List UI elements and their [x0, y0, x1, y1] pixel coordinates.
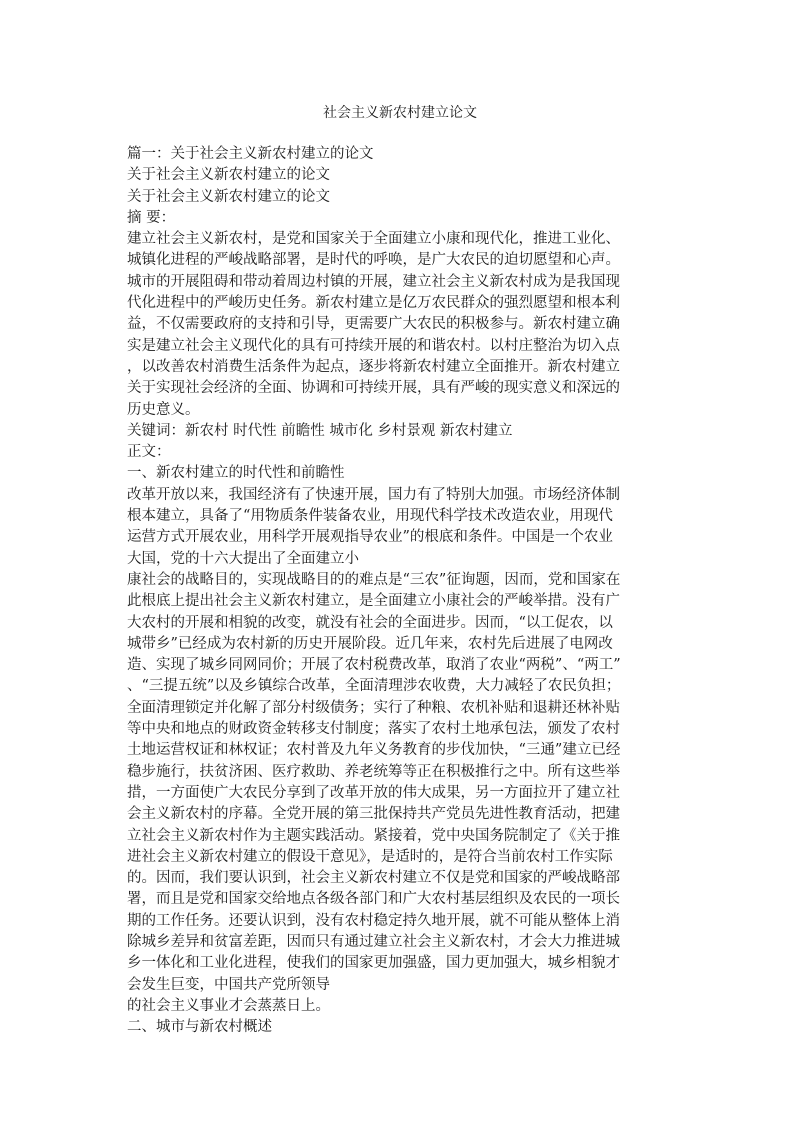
text-line: 、“三提五统”以及乡镇综合改革，全面清理涉农收费，大力减轻了农民负担；: [127, 678, 621, 695]
text-line: 措，一方面使广大农民分享到了改革开放的伟大成果，另一方面拉开了建立社: [127, 784, 620, 801]
text-line: 实是建立社会主义现代化的具有可持续开展的和谐农村。以村庄整治为切入点: [127, 337, 620, 354]
text-line: 关于社会主义新农村建立的论文: [127, 188, 330, 205]
text-line: 历史意义。: [127, 401, 200, 418]
text-line: 建立社会主义新农村，是党和国家关于全面建立小康和现代化，推进工业化、: [127, 231, 620, 248]
text-line: 的。因而，我们要认识到，社会主义新农村建立不仅是党和国家的严峻战略部: [127, 870, 620, 887]
text-line: 造、实现了城乡同网同价；开展了农村税费改革，取消了农业“两税”、“两工”: [127, 657, 621, 674]
text-line: 期的工作任务。还要认识到，没有农村稳定持久地开展，就不可能从整体上消: [127, 912, 620, 929]
text-line: 除城乡差异和贫富差距，因而只有通过建立社会主义新农村，才会大力推进城: [127, 933, 620, 950]
text-line: 城市的开展阻碍和带动着周边村镇的开展，建立社会主义新农村成为是我国现: [127, 273, 620, 290]
text-line: 会主义新农村的序幕。全党开展的第三批保持共产党员先进性教育活动，把建: [127, 806, 620, 823]
text-line: 改革开放以来，我国经济有了快速开展，国力有了特别大加强。市场经济体制: [127, 486, 620, 503]
text-line: 立社会主义新农村作为主题实践活动。紧接着，党中央国务院制定了《关于推: [127, 827, 620, 844]
text-line: 稳步施行，扶贫济困、医疗救助、养老统筹等正在积极推行之中。所有这些举: [127, 763, 620, 780]
document-title: 社会主义新农村建立论文: [323, 105, 477, 121]
text-line: 益，不仅需要政府的支持和引导，更需要广大农民的积极参与。新农村建立确: [127, 316, 620, 333]
text-line: 关于实现社会经济的全面、协调和可持续开展，具有严峻的现实意义和深远的: [127, 380, 620, 397]
text-line: 的社会主义事业才会蒸蒸日上。: [127, 997, 330, 1014]
text-line: 署，而且是党和国家交给地点各级各部门和广大农村基层组织及农民的一项长: [127, 891, 620, 908]
text-line: 二、城市与新农村概述: [127, 1019, 272, 1036]
text-line: 土地运营权证和林权证；农村普及九年义务教育的步伐加快，“三通”建立已经: [127, 742, 621, 759]
text-line: 进社会主义新农村建立的假设干意见》，是适时的，是符合当前农村工作实际: [127, 848, 613, 865]
text-line: 乡一体化和工业化进程，使我们的国家更加强盛，国力更加强大，城乡相貌才: [127, 955, 620, 972]
text-line: 此根底上提出社会主义新农村建立，是全面建立小康社会的严峻举措。没有广: [127, 593, 620, 610]
text-line: 关键词：新农村 时代性 前瞻性 城市化 乡村景观 新农村建立: [127, 422, 513, 439]
text-line: 等中央和地点的财政资金转移支付制度；落实了农村土地承包法，颁发了农村: [127, 721, 620, 738]
text-line: 代化进程中的严峻历史任务。新农村建立是亿万农民群众的强烈愿望和根本利: [127, 295, 620, 312]
text-line: 城带乡”已经成为农村新的历史开展阶段。近几年来，农村先后进展了电网改: [127, 635, 613, 652]
text-line: 根本建立，具备了“用物质条件装备农业，用现代科学技术改造农业，用现代: [127, 508, 613, 525]
text-line: 一、新农村建立的时代性和前瞻性: [127, 465, 345, 482]
text-line: 大国，党的十六大提出了全面建立小: [127, 550, 359, 567]
text-line: 摘 要：: [127, 209, 176, 226]
text-line: 篇一：关于社会主义新农村建立的论文: [127, 146, 374, 162]
text-line: 正文：: [127, 444, 171, 461]
text-line: 会发生巨变，中国共产党所领导: [127, 976, 330, 993]
text-line: 全面清理锁定并化解了部分村级债务；实行了种粮、农机补贴和退耕还林补贴: [127, 699, 620, 716]
text-line: 大农村的开展和相貌的改变，就没有社会的全面进步。因而，“以工促农，以: [127, 614, 613, 631]
text-line: 运营方式开展农业，用科学开展观指导农业”的根底和条件。中国是一个农业: [127, 529, 613, 546]
text-line: 城镇化进程的严峻战略部署，是时代的呼唤，是广大农民的迫切愿望和心声。: [127, 252, 620, 269]
text-line: 康社会的战略目的，实现战略目的的难点是“三农”征询题，因而，党和国家在: [127, 571, 621, 588]
text-line: ，以改善农村消费生活条件为起点，逐步将新农村建立全面推开。新农村建立: [127, 358, 620, 375]
document-body: [127, 144, 693, 1038]
text-line: 关于社会主义新农村建立的论文: [127, 167, 330, 184]
